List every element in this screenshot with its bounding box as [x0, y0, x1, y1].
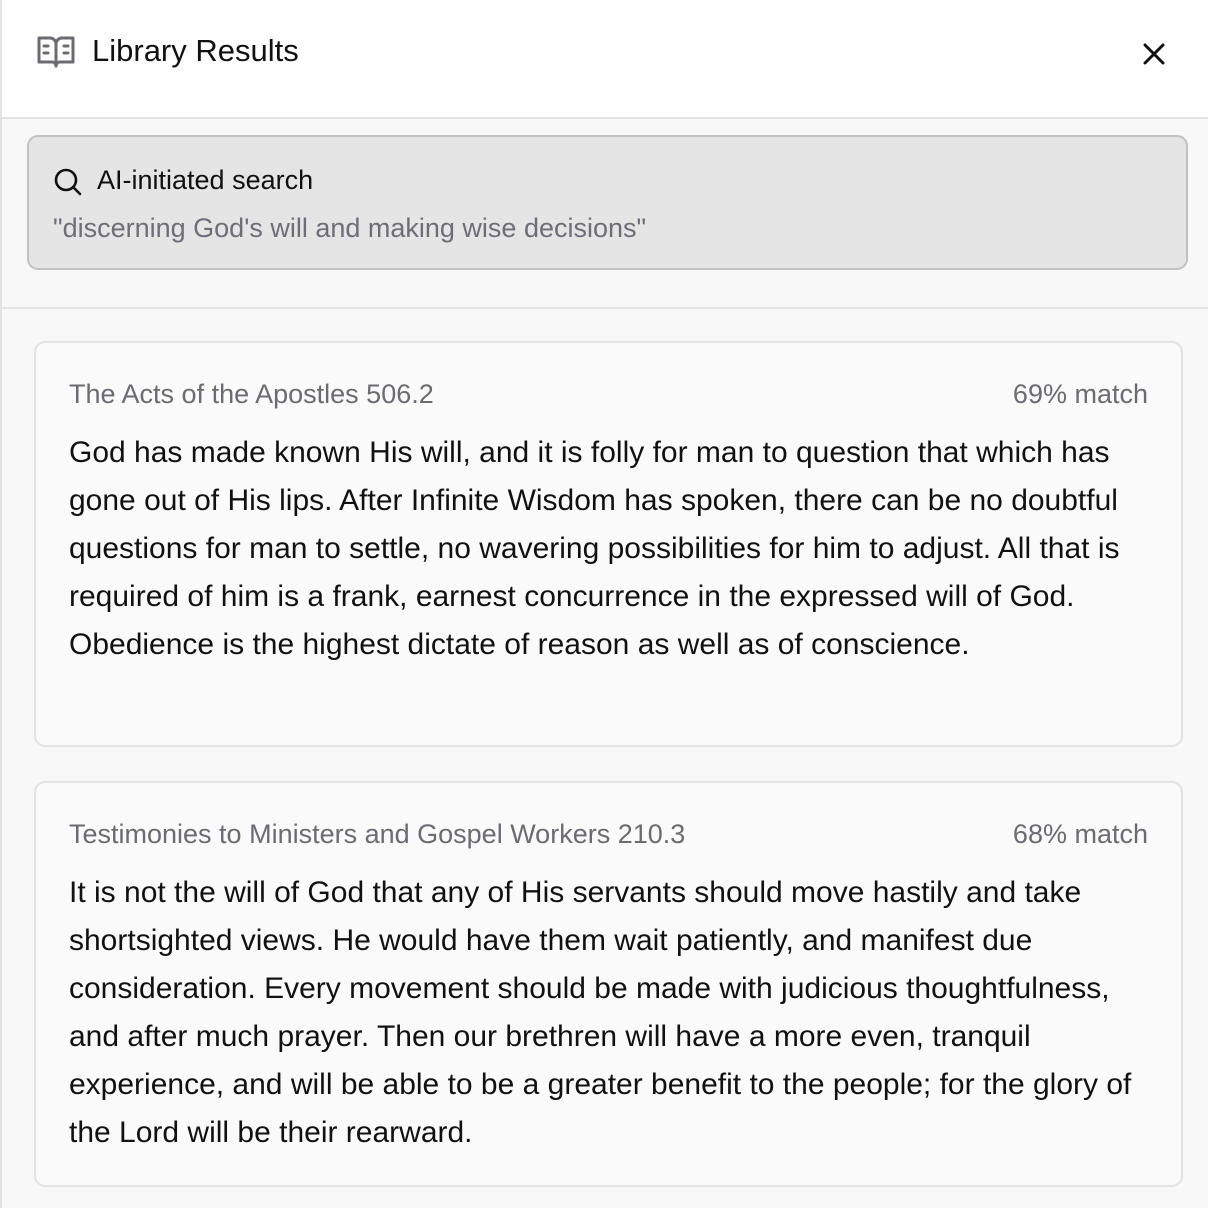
book-open-icon: [36, 34, 76, 70]
search-query: "discerning God's will and making wise decisions": [53, 213, 647, 243]
result-source: Testimonies to Ministers and Gospel Workers 210.3: [69, 819, 686, 849]
result-text: God has made known His will, and it is folly for man to question that which has gone out of His lips. After Infinite Wisdom has spoken, there can be no doubtful questions for man to settle, no wavering possibilities for him to adjust. All that is required of him is a frank, earnest concurrence in the expressed will of God. Obedience is the highest dictate of reason as well as of conscience.: [69, 436, 1120, 661]
result-match: 69% match: [1012, 379, 1148, 409]
result-card[interactable]: [34, 341, 1183, 747]
close-icon[interactable]: [1136, 36, 1172, 72]
panel-header: [2, 0, 1208, 119]
search-icon: [53, 167, 83, 197]
search-info-box: [27, 135, 1188, 270]
panel-title: Library Results: [92, 33, 299, 68]
result-card[interactable]: [34, 781, 1183, 1187]
result-text: It is not the will of God that any of His servants should move hastily and take shortsighted views. He would have them wait patiently, and manifest due consideration. Every movement should be made with judicious thoughtfulness, and after much prayer. Then our brethren will have a more even, tranquil experience, and will be able to be a greater benefit to the people; for the glory of the Lord will be their rearward.: [69, 876, 1132, 1149]
search-label: AI-initiated search: [97, 165, 314, 195]
search-section: [2, 119, 1208, 309]
result-match: 68% match: [1012, 819, 1148, 849]
result-source: The Acts of the Apostles 506.2: [69, 379, 434, 409]
